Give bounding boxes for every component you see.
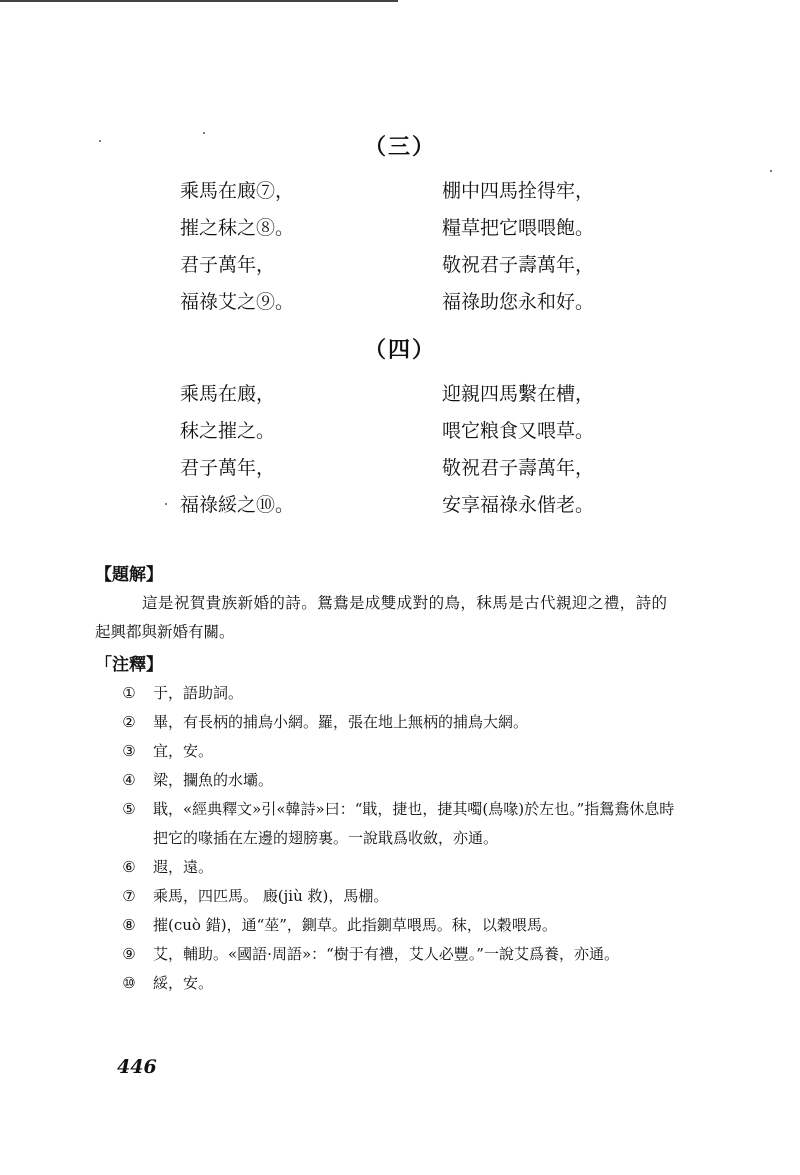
- poem-line: [180, 453, 620, 490]
- poem-line: [180, 490, 620, 527]
- poem-line: [180, 287, 620, 324]
- note-number: ②: [122, 713, 136, 731]
- poem-line: [180, 213, 620, 250]
- original-line: 君子萬年，: [180, 254, 276, 276]
- note-item: [118, 882, 678, 911]
- translation-line: 迎親四馬繫在槽，: [442, 383, 595, 405]
- note-text: 于，語助詞。: [153, 684, 244, 702]
- note-number: ⑤: [122, 800, 136, 818]
- poem-line: [180, 416, 620, 453]
- note-text: 宜，安。: [153, 742, 214, 760]
- original-line: 摧之秣之⑧。: [180, 217, 295, 239]
- note-text: 戢，«經典釋文»引«韓詩»曰：“戢，捷也，捷其噣(鳥喙)於左也。”指鴛鴦休息時把它的喙插在左邊的翅膀裏。一說戢爲收斂，亦通。: [153, 800, 675, 847]
- poem-line: [180, 379, 620, 416]
- note-text: 綏，安。: [153, 974, 214, 992]
- translation-line: 敬祝君子壽萬年，: [442, 254, 595, 276]
- note-number: ⑧: [122, 916, 136, 934]
- original-line: 福祿艾之⑨。: [180, 291, 295, 313]
- note-text: 梁，攔魚的水壩。: [153, 771, 274, 789]
- note-text: 遐，遠。: [153, 858, 214, 876]
- section-4-heading: （四）: [363, 337, 436, 363]
- original-line: 乘馬在廄⑦，: [180, 180, 295, 202]
- note-item: [118, 853, 678, 882]
- translation-line: 糧草把它喂喂飽。: [442, 217, 595, 239]
- note-number: ③: [122, 742, 136, 760]
- top-rule: [0, 0, 398, 2]
- section-3-heading: （三）: [363, 134, 436, 160]
- page-number: 446: [117, 1056, 157, 1078]
- original-line: 秣之摧之。: [180, 420, 276, 442]
- original-line: 福祿綏之⑩。: [180, 494, 295, 516]
- note-item: [118, 940, 678, 969]
- translation-line: 棚中四馬拴得牢，: [442, 180, 595, 202]
- note-text: 乘馬，四匹馬。 廄(jiù 救)，馬棚。: [153, 887, 389, 905]
- notes-title: 「注釋】: [95, 655, 163, 675]
- notes-list: [118, 679, 678, 998]
- translation-line: 喂它粮食又喂草。: [442, 420, 595, 442]
- poem-section-4: [180, 379, 620, 527]
- explanation-title: 【題解】: [95, 565, 163, 585]
- note-item: [118, 766, 678, 795]
- note-text: 艾，輔助。«國語·周語»：“樹于有禮，艾人必豐。”一說艾爲養，亦通。: [153, 945, 619, 963]
- note-item: [118, 795, 678, 853]
- translation-line: 福祿助您永和好。: [442, 291, 595, 313]
- poem-line: [180, 176, 620, 213]
- original-line: 乘馬在廄，: [180, 383, 276, 405]
- note-number: ④: [122, 771, 136, 789]
- speck: [165, 503, 167, 505]
- note-number: ⑦: [122, 887, 136, 905]
- original-line: 君子萬年，: [180, 457, 276, 479]
- poem-section-3: [180, 176, 620, 324]
- note-item: [118, 737, 678, 766]
- speck: [770, 170, 772, 172]
- note-number: ①: [122, 684, 136, 702]
- note-item: [118, 969, 678, 998]
- note-item: [118, 911, 678, 940]
- translation-line: 敬祝君子壽萬年，: [442, 457, 595, 479]
- note-text: 摧(cuò 錯)，通“莝”，鍘草。此指鍘草喂馬。秣，以穀喂馬。: [153, 916, 557, 934]
- poem-line: [180, 250, 620, 287]
- explanation-text: 這是祝賀貴族新婚的詩。鴛鴦是成雙成對的鳥，秣馬是古代親迎之禮，詩的起興都與新婚有關。: [95, 594, 667, 641]
- note-number: ⑩: [122, 974, 136, 992]
- note-text: 畢，有長柄的捕鳥小網。羅，張在地上無柄的捕鳥大網。: [153, 713, 529, 731]
- translation-line: 安享福祿永偕老。: [442, 494, 595, 516]
- note-item: [118, 679, 678, 708]
- note-number: ⑨: [122, 945, 136, 963]
- note-number: ⑥: [122, 858, 136, 876]
- note-item: [118, 708, 678, 737]
